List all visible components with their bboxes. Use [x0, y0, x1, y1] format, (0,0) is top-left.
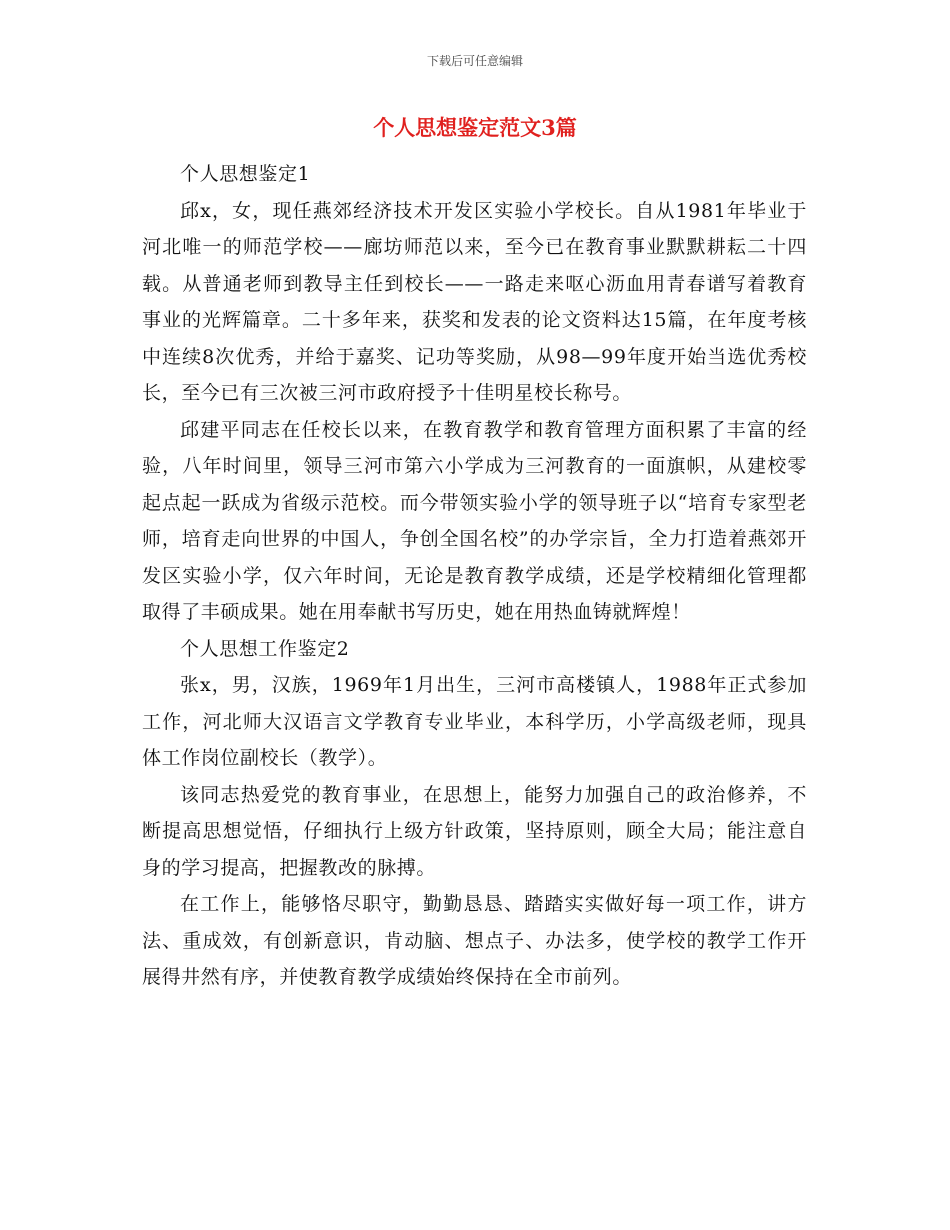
paragraph: 邱建平同志在任校长以来，在教育教学和教育管理方面积累了丰富的经验，八年时间里，领导三河市第六小学成为三河教育的一面旗帜，从建校零起点起一跃成为省级示范校。而今带领实验小学的领导班子以“培育专家型老师，培育走向世界的中国人，争创全国名校”的办学宗旨，全力打造着燕郊开发区实验小学，仅六年时间，无论是教育教学成绩，还是学校精细化管理都取得了丰硕成果。她在用奉献书写历史，她在用热血铸就辉煌！: [142, 418, 807, 623]
document-title: 个人思想鉴定范文3篇: [373, 115, 577, 140]
paragraph: 张x，男，汉族，1969年1月出生，三河市高楼镇人，1988年正式参加工作，河北师大汉语言文学教育专业毕业，本科学历，小学高级老师，现具体工作岗位副校长（教学）。: [142, 674, 807, 769]
paragraph: 在工作上，能够恪尽职守，勤勤恳恳、踏踏实实做好每一项工作，讲方法、重成效，有创新意识，肯动脑、想点子、办法多，使学校的教学工作开展得井然有序，并使教育教学成绩始终保持在全市前列。: [142, 893, 807, 988]
paragraph: 该同志热爱党的教育事业，在思想上，能努力加强自己的政治修养，不断提高思想觉悟，仔细执行上级方针政策，坚持原则，顾全大局；能注意自身的学习提高，把握教改的脉搏。: [142, 783, 807, 879]
page-header: 下载后可任意编辑: [426, 54, 523, 68]
document-body: [142, 156, 807, 996]
section-heading-2: 个人思想工作鉴定2: [180, 637, 350, 660]
section-heading-1: 个人思想鉴定1: [180, 163, 311, 185]
paragraph: 邱x，女，现任燕郊经济技术开发区实验小学校长。自从1981年毕业于河北唯一的师范学校——廊坊师范以来，至今已在教育事业默默耕耘二十四载。从普通老师到教导主任到校长——一路走来呕心沥血用青春谱写着教育事业的光辉篇章。二十多年来，获奖和发表的论文资料达15篇，在年度考核中连续8次优秀，并给于嘉奖、记功等奖励，从98—99年度开始当选优秀校长，至今已有三次被三河市政府授予十佳明星校长称号。: [142, 199, 807, 404]
